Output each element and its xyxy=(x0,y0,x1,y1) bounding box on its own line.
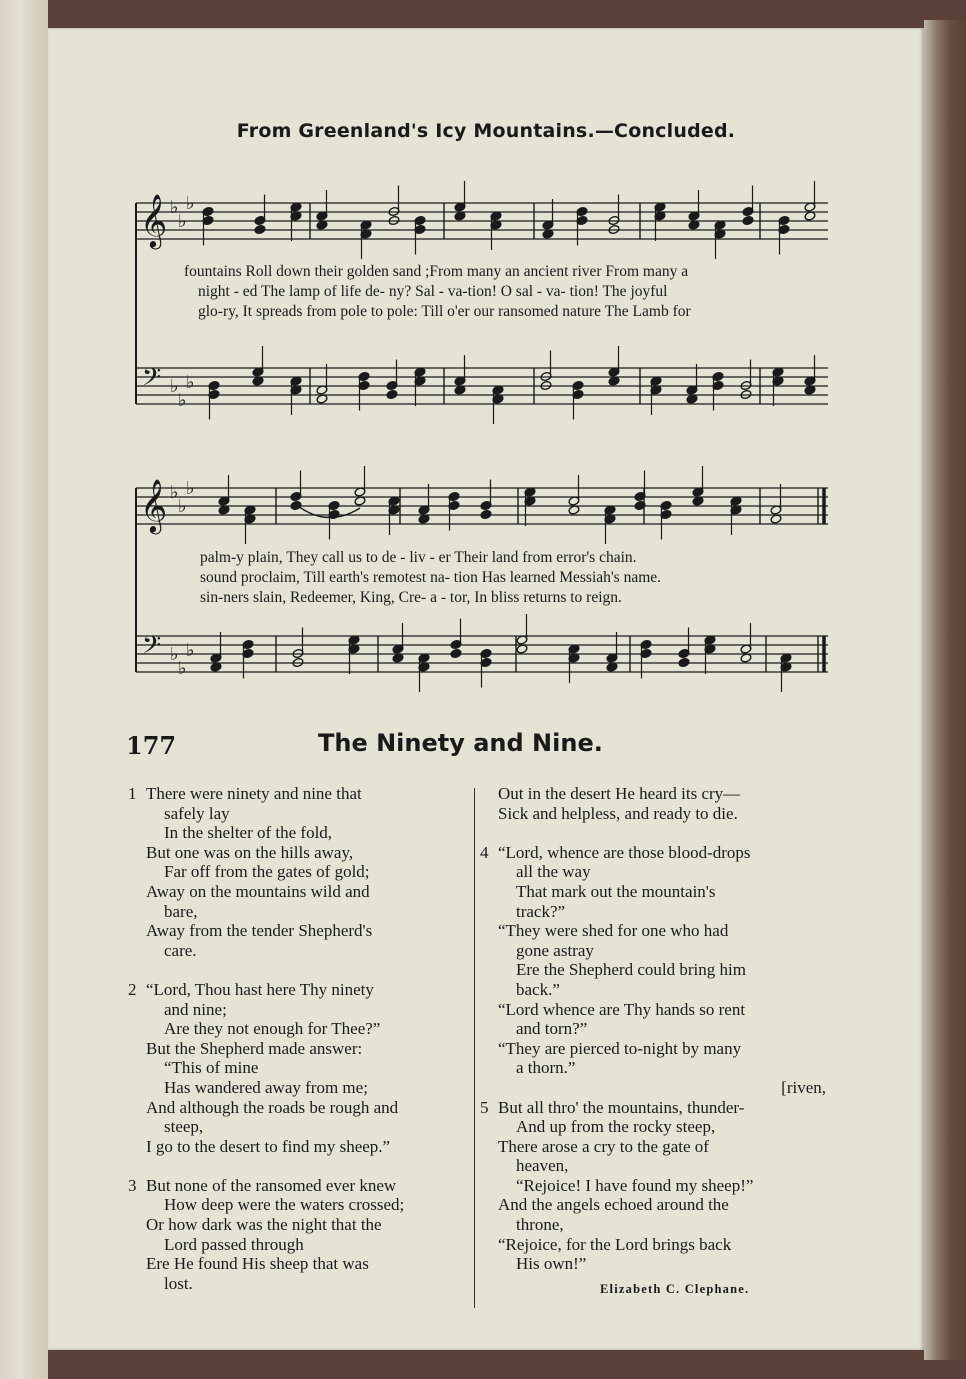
verse-line xyxy=(498,862,826,882)
verse-line xyxy=(146,1215,470,1235)
verse-text: “Lord whence are Thy hands so rent xyxy=(498,999,746,1019)
lyric-line: palm-y plain, They call us to de - liv - er Their land from error's chain. xyxy=(200,549,637,566)
bass-clef: 𝄢 xyxy=(142,363,162,398)
verse-text: and nine; xyxy=(164,999,227,1019)
system1-lyrics xyxy=(184,262,691,322)
verse-text: bare, xyxy=(164,901,198,921)
note-head xyxy=(254,224,266,234)
verse-text: Away from the tender Shepherd's xyxy=(146,921,373,941)
lyric-line: night - ed The lamp of life de- ny? Sal - va-tion! O sal - va- tion! The joyful xyxy=(198,283,668,300)
verse-line xyxy=(146,1235,470,1255)
verse-line xyxy=(498,941,826,961)
treble-clef: 𝄞 xyxy=(140,478,168,532)
verse-line xyxy=(480,1097,826,1118)
verse-line xyxy=(498,823,826,843)
verse-line xyxy=(498,882,826,902)
flat-sign: ♭ xyxy=(170,197,179,218)
verse-line xyxy=(498,1235,826,1255)
hymn-author: Elizabeth C. Clephane. xyxy=(600,1282,750,1296)
verse-line xyxy=(146,1254,470,1274)
verse-line xyxy=(146,1274,470,1294)
verse-text: steep, xyxy=(164,1117,204,1137)
verse-text: And up from the rocky steep, xyxy=(516,1117,716,1137)
verse-line xyxy=(498,960,826,980)
left-page-gutter xyxy=(0,0,48,1379)
note-head xyxy=(386,389,398,399)
verse-line xyxy=(498,1176,826,1196)
flat-sign: ♭ xyxy=(178,658,187,679)
verse-line xyxy=(146,902,470,922)
verse-line xyxy=(146,882,470,902)
verse-line xyxy=(128,1175,470,1196)
verse-line xyxy=(146,960,470,980)
lyric-line: fountains Roll down their golden sand ;From many an ancient river From many a xyxy=(184,263,689,280)
verse-text: gone astray xyxy=(516,940,594,960)
verse-text: How deep were the waters crossed; xyxy=(164,1195,405,1215)
verse-text: But the Shepherd made answer: xyxy=(146,1038,363,1058)
verse-text: throne, xyxy=(516,1215,564,1235)
verse-line xyxy=(498,804,826,824)
verse-line xyxy=(128,979,470,1000)
verse-number: 5 xyxy=(480,1097,489,1117)
verse-text: Out in the desert He heard its cry— xyxy=(498,784,741,803)
verse-text: But none of the ransomed ever knew xyxy=(146,1175,397,1195)
verse-text: a thorn.” xyxy=(516,1058,576,1078)
verse-text: “This of mine xyxy=(164,1058,259,1078)
note-head xyxy=(742,215,754,225)
verse-line xyxy=(146,823,470,843)
hymnal-page xyxy=(48,28,924,1350)
verse-text: “Lord, whence are those blood-drops xyxy=(498,842,751,862)
verse-line xyxy=(146,1137,470,1157)
note-head xyxy=(450,648,462,658)
verse-text: His own!” xyxy=(516,1254,587,1274)
verse-line xyxy=(146,941,470,961)
lyric-line: glo-ry, It spreads from pole to pole: Till o'er our ransomed nature The Lamb for xyxy=(198,303,691,320)
verse-line xyxy=(146,1156,470,1176)
verse-line xyxy=(480,842,826,863)
verse-text: And although the roads be rough and xyxy=(146,1097,399,1117)
bass-clef: 𝄢 xyxy=(142,631,162,666)
verse-number: 3 xyxy=(128,1175,137,1195)
verse-line xyxy=(146,1195,470,1215)
verse-text: Far off from the gates of gold; xyxy=(164,862,370,882)
verse-text: But all thro' the mountains, thunder- xyxy=(498,1097,745,1117)
treble-clef: 𝄞 xyxy=(140,193,168,247)
left-verse-column xyxy=(128,784,470,1293)
verse-number: 1 xyxy=(128,784,137,803)
flat-sign: ♭ xyxy=(170,482,179,503)
verse-line xyxy=(498,1254,826,1274)
verse-text: “They were shed for one who had xyxy=(498,921,729,941)
verse-line xyxy=(498,1195,826,1215)
hymn-title: The Ninety and Nine. xyxy=(318,729,603,757)
verse-line xyxy=(146,1019,470,1039)
verse-line xyxy=(498,1137,826,1157)
verse-text: That mark out the mountain's xyxy=(516,881,716,901)
verse-text: safely lay xyxy=(164,803,230,823)
verse-line xyxy=(498,980,826,1000)
right-verse-column xyxy=(480,784,826,1274)
flat-sign: ♭ xyxy=(178,496,187,517)
verse-text: care. xyxy=(164,940,197,960)
flat-sign: ♭ xyxy=(170,644,179,665)
verse-text: Sick and helpless, and ready to die. xyxy=(498,803,738,823)
verse-line xyxy=(498,1000,826,1020)
verse-text: But one was on the hills away, xyxy=(146,842,354,862)
verse-text: Ere He found His sheep that was xyxy=(146,1254,369,1274)
verse-line xyxy=(498,1039,826,1059)
verse-text: There were ninety and nine that xyxy=(146,784,362,803)
verse-line xyxy=(146,1039,470,1059)
verse-text: and torn?” xyxy=(516,1019,588,1039)
verse-line xyxy=(146,1078,470,1098)
verse-line xyxy=(498,902,826,922)
verse-line xyxy=(146,921,470,941)
verse-number: 4 xyxy=(480,842,489,862)
verse-line xyxy=(498,1058,826,1078)
verse-text: [riven, xyxy=(781,1077,826,1097)
lyric-line: sound proclaim, Till earth's remotest na- tion Has learned Messiah's name. xyxy=(200,569,662,586)
lyric-line: sin-ners slain, Redeemer, King, Cre- a - tor, In bliss returns to reign. xyxy=(200,589,622,606)
verse-line xyxy=(146,1098,470,1118)
flat-sign: ♭ xyxy=(186,193,195,214)
verse-number: 2 xyxy=(128,979,137,999)
book-cover-edge xyxy=(924,20,966,1360)
verse-line xyxy=(146,1058,470,1078)
top-hymn-title: From Greenland's Icy Mountains.—Concluded. xyxy=(236,120,736,142)
note-head xyxy=(290,500,302,510)
verse-text: back.” xyxy=(516,979,560,999)
verse-line xyxy=(498,784,826,804)
verse-text: Or how dark was the night that the xyxy=(146,1215,382,1235)
note-head xyxy=(480,509,492,519)
verse-line xyxy=(128,784,470,804)
note-head xyxy=(678,657,690,667)
flat-sign: ♭ xyxy=(178,211,187,232)
verse-line xyxy=(146,1000,470,1020)
verse-text: “Lord, Thou hast here Thy ninety xyxy=(146,979,374,999)
verse-line xyxy=(498,1117,826,1137)
verse-text: In the shelter of the fold, xyxy=(164,823,333,843)
verse-text: Ere the Shepherd could bring him xyxy=(516,960,746,980)
system2-lyrics xyxy=(200,548,661,608)
verse-text: Are they not enough for Thee?” xyxy=(164,1019,381,1039)
verse-line xyxy=(146,843,470,863)
flat-sign: ♭ xyxy=(178,390,187,411)
verse-line xyxy=(146,862,470,882)
verse-line xyxy=(146,804,470,824)
verse-line xyxy=(146,1117,470,1137)
verse-text: Away on the mountains wild and xyxy=(146,881,370,901)
verse-line xyxy=(498,1078,826,1098)
verse-text: There arose a cry to the gate of xyxy=(498,1136,709,1156)
verse-text: all the way xyxy=(516,862,591,882)
verse-text: lost. xyxy=(164,1273,193,1293)
verse-text: Lord passed through xyxy=(164,1234,304,1254)
verse-line xyxy=(498,1019,826,1039)
verse-text: “Rejoice! I have found my sheep!” xyxy=(516,1175,754,1195)
column-divider xyxy=(474,788,475,1308)
hymn-number: 177 xyxy=(126,731,177,760)
verse-text: “They are pierced to-night by many xyxy=(498,1038,742,1058)
flat-sign: ♭ xyxy=(186,372,195,393)
verse-line xyxy=(498,1215,826,1235)
verse-text: I go to the desert to find my sheep.” xyxy=(146,1136,391,1156)
flat-sign: ♭ xyxy=(170,376,179,397)
verse-text: “Rejoice, for the Lord brings back xyxy=(498,1234,732,1254)
verse-line xyxy=(498,1156,826,1176)
verse-line xyxy=(498,921,826,941)
verse-text: Has wandered away from me; xyxy=(164,1077,368,1097)
verse-text: And the angels echoed around the xyxy=(498,1195,729,1215)
verse-text: track?” xyxy=(516,901,566,921)
flat-sign: ♭ xyxy=(186,640,195,661)
flat-sign: ♭ xyxy=(186,478,195,499)
verse-text: heaven, xyxy=(516,1156,569,1176)
